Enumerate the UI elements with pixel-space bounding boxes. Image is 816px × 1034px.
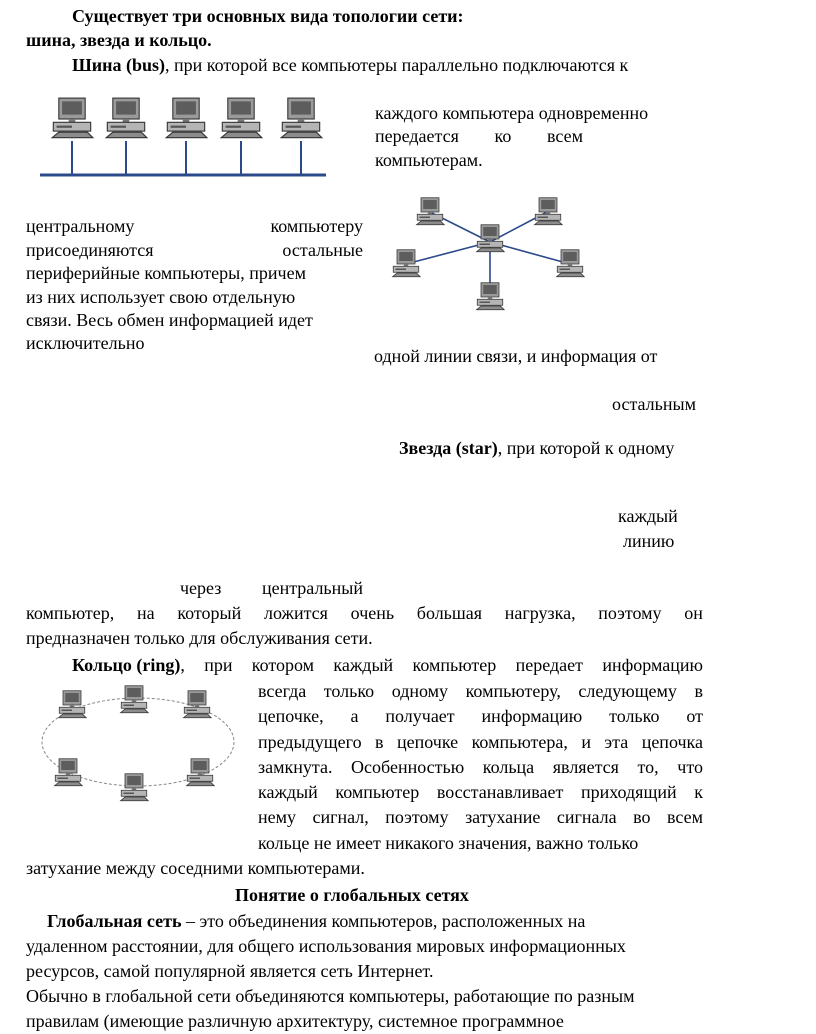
line-word: линию: [623, 531, 675, 551]
computer-icon: [535, 198, 563, 225]
computer-icon: [417, 198, 445, 225]
word: котором: [251, 655, 315, 675]
word: приходящий: [580, 782, 677, 802]
word: компьютеру,: [465, 681, 561, 701]
global-section-title: Понятие о глобальных сетях: [235, 885, 469, 905]
word: что: [677, 757, 703, 777]
bus-term: Шина (bus): [72, 55, 166, 75]
ring-term: Кольцо (ring): [72, 655, 181, 675]
bus-topology-figure: [38, 95, 328, 180]
word: центральный: [261, 578, 363, 598]
word: каждый: [333, 655, 394, 675]
word: одному: [391, 681, 449, 701]
ring-line-3: [258, 731, 703, 753]
global-line-2: удаленном расстоянии, для общего использования мировых информационных: [26, 936, 626, 956]
word: Особенностью: [351, 757, 465, 777]
word: сигнала: [556, 807, 617, 827]
word: замкнута.: [258, 757, 333, 777]
bus-right-line-2: [375, 125, 583, 147]
bus-intro-text: , при которой все компьютеры параллельно подключаются к: [165, 55, 629, 75]
computer-icon: [55, 759, 83, 786]
word: цепочке: [397, 732, 459, 752]
ring-line-5: [258, 781, 703, 803]
computer-icon: [184, 691, 212, 718]
computer-icon: [187, 759, 215, 786]
word: информацию: [481, 706, 583, 726]
star-intro-line: [399, 437, 674, 459]
word: ложится: [263, 603, 328, 623]
word: эта: [604, 732, 629, 752]
word: от: [686, 706, 703, 726]
word: то,: [637, 757, 659, 777]
word: нему: [258, 807, 297, 827]
word: восстанавливает: [436, 782, 564, 802]
word: только: [609, 706, 660, 726]
computer-icon: [52, 98, 93, 138]
word: получает: [385, 706, 455, 726]
word: очень: [350, 603, 395, 623]
word: каждый: [258, 782, 318, 802]
word: предыдущего: [258, 732, 362, 752]
word: на: [137, 603, 155, 623]
word: всем: [667, 807, 703, 827]
central-line-2: предназначен только для обслуживания сети.: [26, 628, 373, 648]
word: поэтому: [385, 807, 449, 827]
star-left-line-3: периферийные компьютеры, причем: [26, 263, 306, 283]
central-computer-icon: [477, 225, 505, 252]
star-intro-text: , при которой к одному: [497, 438, 675, 458]
word: затухание: [465, 807, 541, 827]
word: цепочка: [641, 732, 703, 752]
word: сигнал,: [312, 807, 369, 827]
word: поэтому: [598, 603, 662, 623]
word: а: [350, 706, 359, 726]
computer-icon: [106, 98, 147, 138]
star-left-line-1: [26, 215, 363, 237]
word: следующему: [578, 681, 677, 701]
bus-right-line-1: каждого компьютера одновременно: [375, 103, 649, 123]
word: через: [180, 578, 222, 598]
computer-icon: [477, 283, 505, 310]
word: остальные: [282, 240, 363, 260]
word: компьютер: [335, 782, 420, 802]
word: присоединяются: [26, 240, 154, 260]
word: компьютера,: [471, 732, 568, 752]
global-line-3: ресурсов, самой популярной является сеть Интернет.: [26, 961, 434, 981]
heading-line-1: Существует три основных вида топологии сети:: [72, 6, 464, 26]
global-line-1: [47, 910, 585, 932]
ring-line-1: [258, 680, 703, 702]
computer-icon: [393, 250, 421, 277]
word: является: [552, 757, 619, 777]
word: всем: [547, 126, 583, 146]
ring-line-2: [258, 705, 703, 727]
ring-topology-figure: [38, 680, 238, 810]
word: только: [323, 681, 375, 701]
word: передает: [515, 655, 583, 675]
word: ко: [494, 126, 512, 146]
computer-icon: [281, 98, 322, 138]
computer-icon: [121, 686, 149, 713]
heading-line-2: шина, звезда и кольцо.: [26, 30, 212, 50]
word: во: [633, 807, 651, 827]
word: передается: [375, 126, 459, 146]
star-left-line-6: исключительно: [26, 333, 145, 353]
word: компьютеру: [270, 216, 363, 236]
computer-icon: [121, 774, 149, 801]
central-line-1: [26, 602, 703, 624]
word: кольца: [482, 757, 535, 777]
word: нагрузка,: [504, 603, 576, 623]
global-line-1-text: – это объединения компьютеров, расположенных на: [181, 911, 586, 931]
computer-icon: [59, 691, 87, 718]
global-line-4: Обычно в глобальной сети объединяются компьютеры, работающие по разным: [26, 986, 635, 1006]
star-left-line-4: из них использует свою отдельную: [26, 287, 296, 307]
word: к: [694, 782, 703, 802]
ring-line-6: [258, 806, 703, 828]
word: и: [581, 732, 591, 752]
word: в: [694, 681, 703, 701]
computer-icon: [221, 98, 262, 138]
each-word: каждый: [618, 506, 678, 526]
word: цепочке,: [258, 706, 324, 726]
word: который: [177, 603, 242, 623]
bus-right-line-3: компьютерам.: [375, 150, 483, 170]
word: центральному: [26, 216, 135, 236]
star-topology-figure: [382, 192, 594, 327]
word: компьютер,: [26, 603, 115, 623]
star-left-line-2: [26, 239, 363, 261]
ring-line-4: [258, 756, 703, 778]
computer-icon: [557, 250, 585, 277]
word: большая: [416, 603, 483, 623]
ring-line-7: кольце не имеет никакого значения, важно только: [258, 833, 639, 853]
computer-icon: [166, 98, 207, 138]
ring-intro-line: Кольцо (ring), при котором каждый компьютер передает информацию: [72, 655, 703, 675]
word: информацию: [602, 655, 703, 675]
star-left-line-5: связи. Весь обмен информацией идет: [26, 310, 313, 330]
global-term: Глобальная сеть: [47, 911, 182, 931]
ring-line-8: затухание между соседними компьютерами.: [26, 858, 365, 878]
line-of-communication: одной линии связи, и информация от: [374, 346, 658, 366]
bus-intro-line: [72, 54, 703, 76]
word: при: [204, 655, 233, 675]
via-central-line: [180, 577, 363, 599]
word: компьютер: [412, 655, 497, 675]
word: всегда: [258, 681, 307, 701]
word: он: [684, 603, 703, 623]
word: в: [375, 732, 384, 752]
to-the-rest: остальным: [612, 394, 696, 414]
bus-drop-lines: [72, 141, 301, 175]
global-line-5: правилам (имеющие различную архитектуру, системное программное: [26, 1011, 564, 1031]
star-term: Звезда (star): [399, 438, 498, 458]
